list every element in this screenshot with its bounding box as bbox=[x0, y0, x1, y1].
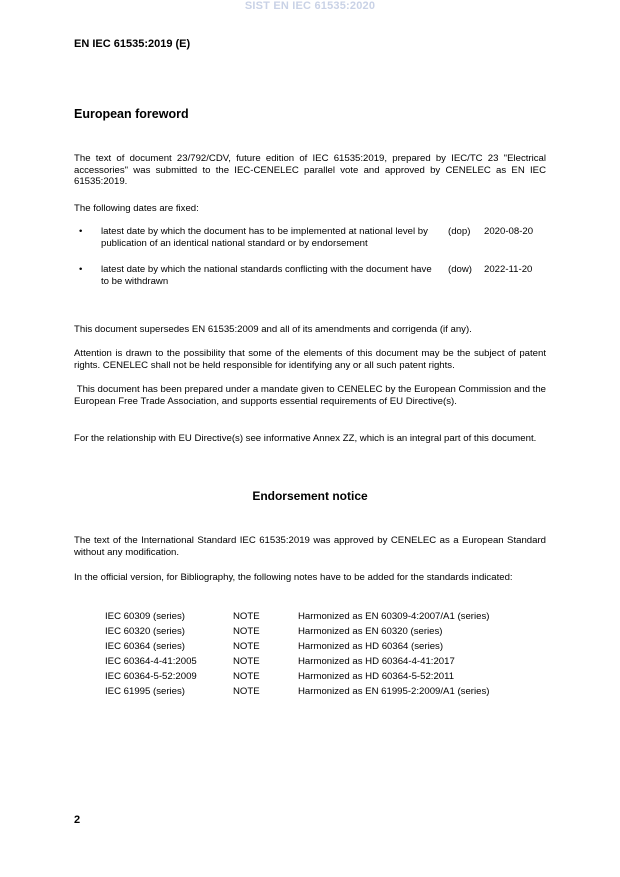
harmonized-cell: Harmonized as EN 60309-4:2007/A1 (series) bbox=[298, 611, 490, 622]
note-cell: NOTE bbox=[233, 671, 260, 682]
notes-row bbox=[105, 656, 545, 671]
note-cell: NOTE bbox=[233, 626, 260, 637]
harmonized-cell: Harmonized as EN 61995-2:2009/A1 (series) bbox=[298, 686, 490, 697]
harmonized-cell: Harmonized as HD 60364 (series) bbox=[298, 641, 444, 652]
bullet-dop: • bbox=[79, 226, 83, 237]
mandate-paragraph: This document has been prepared under a mandate given to CENELEC by the European Commission and the European Free Trade Association, and supports essential requirements of EU Directive(s). bbox=[74, 384, 549, 407]
note-cell: NOTE bbox=[233, 656, 260, 667]
date-dop-code: (dop) bbox=[448, 226, 471, 237]
notes-row bbox=[105, 626, 545, 641]
document-header: EN IEC 61535:2019 (E) bbox=[74, 38, 191, 50]
harmonized-cell: Harmonized as HD 60364-4-41:2017 bbox=[298, 656, 455, 667]
relationship-paragraph: For the relationship with EU Directive(s) see informative Annex ZZ, which is an integral part of this document. bbox=[74, 433, 537, 444]
notes-row bbox=[105, 686, 545, 701]
notes-row bbox=[105, 611, 545, 626]
date-dop-value: 2020-08-20 bbox=[484, 226, 534, 237]
notes-row bbox=[105, 671, 545, 686]
page-number: 2 bbox=[74, 814, 81, 826]
standard-cell: IEC 60364-5-52:2009 bbox=[105, 671, 197, 682]
harmonized-cell: Harmonized as EN 60320 (series) bbox=[298, 626, 443, 637]
note-cell: NOTE bbox=[233, 611, 260, 622]
note-cell: NOTE bbox=[233, 686, 260, 697]
foreword-title: European foreword bbox=[74, 107, 189, 121]
bullet-dow: • bbox=[79, 264, 83, 275]
watermark: SIST EN IEC 61535:2020 bbox=[244, 0, 376, 12]
notes-row bbox=[105, 641, 545, 656]
standard-cell: IEC 61995 (series) bbox=[105, 686, 185, 697]
endorsement-text: The text of the International Standard IEC 61535:2019 was approved by CENELEC as a European Standard without any modification. bbox=[74, 535, 546, 558]
attention-paragraph: Attention is drawn to the possibility that some of the elements of this document may be the subject of patent rights. CENELEC shall not be held responsible for identifying any or all such patent rights. bbox=[74, 348, 546, 371]
harmonized-cell: Harmonized as HD 60364-5-52:2011 bbox=[298, 671, 455, 682]
date-dop-text: latest date by which the document has to be implemented at national level by publication of an identical national standard or by endorsement bbox=[101, 226, 428, 249]
dates-intro: The following dates are fixed: bbox=[74, 203, 199, 214]
standard-cell: IEC 60309 (series) bbox=[105, 611, 185, 622]
date-dow-text: latest date by which the national standards conflicting with the document have to be withdrawn bbox=[101, 264, 432, 287]
standard-cell: IEC 60320 (series) bbox=[105, 626, 185, 637]
official-version-text: In the official version, for Bibliography, the following notes have to be added for the standards indicated: bbox=[74, 572, 513, 583]
supersedes-paragraph: This document supersedes EN 61535:2009 and all of its amendments and corrigenda (if any). bbox=[74, 324, 472, 335]
endorsement-title: Endorsement notice bbox=[252, 489, 368, 503]
standard-cell: IEC 60364 (series) bbox=[105, 641, 185, 652]
date-dow-code: (dow) bbox=[448, 264, 472, 275]
date-dow-value: 2022-11-20 bbox=[484, 264, 533, 275]
foreword-intro: The text of document 23/792/CDV, future edition of IEC 61535:2019, prepared by IEC/TC 23 "Electrical accessories" was submitted to the IEC-CENELEC parallel vote and approved by CENELEC as EN IEC 61535:2019. bbox=[74, 153, 546, 188]
standard-cell: IEC 60364-4-41:2005 bbox=[105, 656, 197, 667]
note-cell: NOTE bbox=[233, 641, 260, 652]
